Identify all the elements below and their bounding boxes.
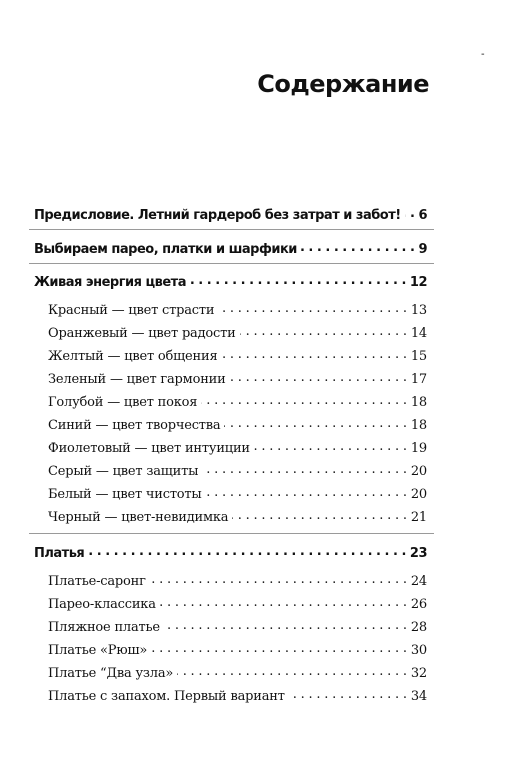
toc-item-title: Желтый — цвет общения: [48, 349, 218, 364]
toc-page-number: 24: [410, 574, 427, 589]
toc-item[interactable]: [48, 664, 427, 681]
dot-leader: [150, 572, 407, 585]
toc-section-title: Платья: [34, 546, 85, 561]
toc-section-choose[interactable]: [34, 240, 427, 257]
toc-page-number: 26: [410, 597, 427, 612]
dot-leader: [240, 324, 407, 337]
toc-item[interactable]: [48, 324, 427, 341]
toc-section-title: Предисловие. Летний гардероб без затрат и забот!: [34, 208, 401, 223]
dot-leader: [190, 273, 406, 286]
toc-page-number: 30: [410, 643, 427, 658]
toc-item[interactable]: [48, 687, 427, 704]
dot-leader: [164, 618, 407, 631]
toc-item-title: Фиолетовый — цвет интуиции: [48, 441, 250, 456]
toc-item-title: Платье с запахом. Первый вариант: [48, 689, 285, 704]
toc-item-title: Парео-классика: [48, 597, 156, 612]
toc-page-number: 14: [410, 326, 427, 341]
dot-leader: [222, 347, 407, 360]
toc-item-title: Голубой — цвет покоя: [48, 395, 198, 410]
toc-page-number: 23: [409, 546, 427, 561]
toc-page-number: 6: [418, 208, 427, 223]
toc-item[interactable]: [48, 301, 427, 318]
toc-item-title: Оранжевый — цвет радости: [48, 326, 236, 341]
dot-leader: [88, 544, 406, 557]
toc-page-number: 34: [410, 689, 427, 704]
dot-leader: [301, 240, 415, 253]
toc-page-number: 19: [410, 441, 427, 456]
toc-item[interactable]: [48, 462, 427, 479]
toc-item-title: Платье-саронг: [48, 574, 146, 589]
toc-section-preface[interactable]: [34, 206, 427, 223]
toc-item-title: Красный — цвет страсти: [48, 303, 215, 318]
toc-item[interactable]: [48, 347, 427, 364]
toc-page-number: 18: [410, 395, 427, 410]
toc-item-title: Платье «Рюш»: [48, 643, 148, 658]
toc-item[interactable]: [48, 416, 427, 433]
dot-leader: [289, 687, 407, 700]
toc-item[interactable]: [48, 370, 427, 387]
section-divider: [29, 263, 434, 264]
toc-page-number: 18: [410, 418, 427, 433]
toc-item[interactable]: [48, 572, 427, 589]
dot-leader: [405, 206, 415, 219]
dot-leader: [232, 508, 406, 521]
toc-item-title: Зеленый — цвет гармонии: [48, 372, 226, 387]
dot-leader: [206, 485, 407, 498]
dot-leader: [177, 664, 407, 677]
toc-item-title: Белый — цвет чистоты: [48, 487, 202, 502]
dot-leader: [201, 393, 407, 406]
dot-leader: [151, 641, 407, 654]
toc-page-number: 28: [410, 620, 427, 635]
toc-section-colors[interactable]: [34, 273, 427, 290]
toc-page-number: 13: [410, 303, 427, 318]
toc-item-title: Платье “Два узла»: [48, 666, 174, 681]
toc-item-title: Синий — цвет творчества: [48, 418, 221, 433]
toc-item-title: Серый — цвет защиты: [48, 464, 199, 479]
toc-item[interactable]: [48, 393, 427, 410]
toc-item[interactable]: [48, 641, 427, 658]
toc-item-title: Пляжное платье: [48, 620, 160, 635]
toc-page-number: 15: [410, 349, 427, 364]
toc-item[interactable]: [48, 439, 427, 456]
dot-leader: [230, 370, 407, 383]
toc-section-title: Выбираем парео, платки и шарфики: [34, 242, 297, 257]
section-divider: [29, 533, 434, 534]
toc-item[interactable]: [48, 508, 427, 525]
toc-item[interactable]: [48, 485, 427, 502]
dot-leader: [218, 301, 407, 314]
toc-page-number: 12: [409, 275, 427, 290]
toc-page-number: 21: [410, 510, 427, 525]
toc-item[interactable]: [48, 595, 427, 612]
toc-item[interactable]: [48, 618, 427, 635]
dot-leader: [224, 416, 406, 429]
toc-page-number: 20: [410, 464, 427, 479]
section-divider: [29, 229, 434, 230]
dot-leader: [160, 595, 407, 608]
toc-page-number: 9: [418, 242, 427, 257]
toc-page-number: 20: [410, 487, 427, 502]
toc-page-number: 32: [410, 666, 427, 681]
page-title: Содержание: [257, 70, 429, 98]
dot-leader: [202, 462, 407, 475]
toc-item-title: Черный — цвет-невидимка: [48, 510, 229, 525]
toc-page-number: 17: [410, 372, 427, 387]
toc-section-title: Живая энергия цвета: [34, 275, 186, 290]
corner-mark: -: [481, 49, 485, 60]
dot-leader: [254, 439, 407, 452]
toc-section-dresses[interactable]: [34, 544, 427, 561]
